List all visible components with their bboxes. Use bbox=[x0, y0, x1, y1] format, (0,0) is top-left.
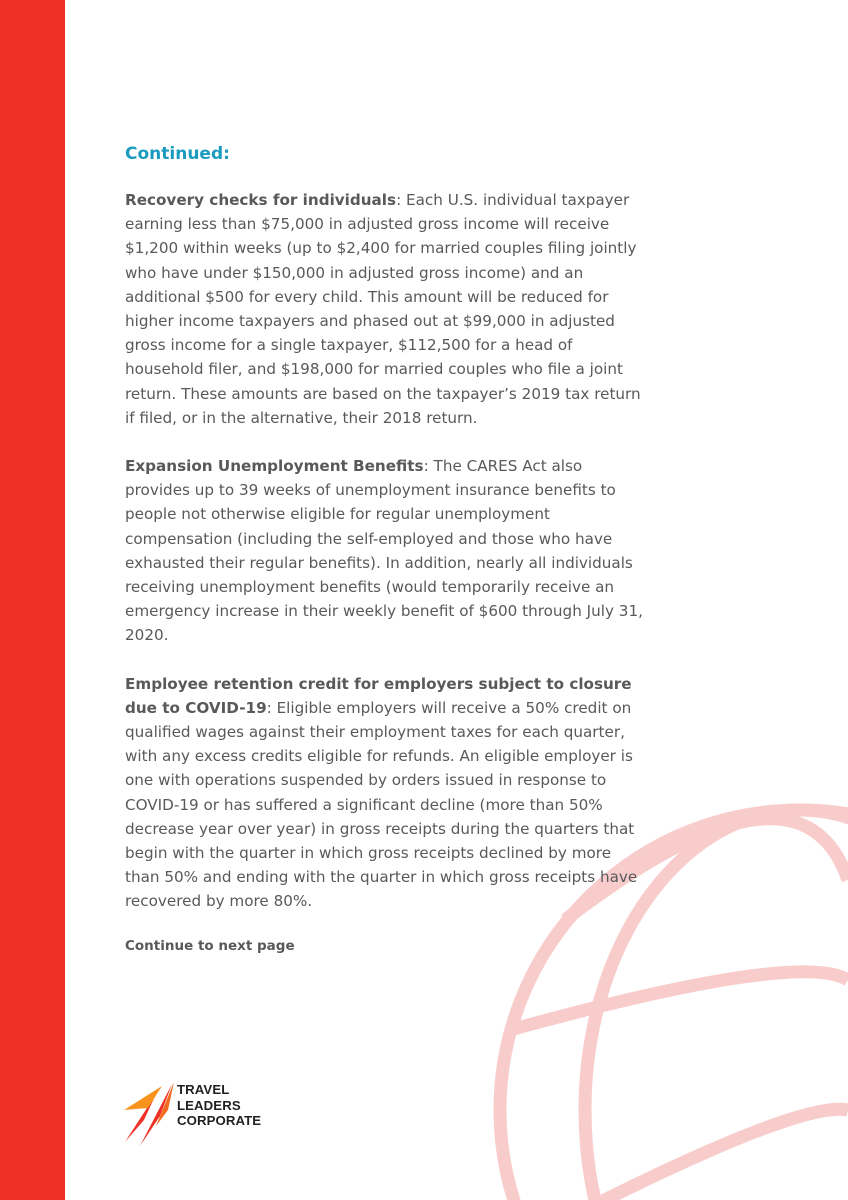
section-recovery-checks bbox=[125, 188, 645, 430]
section-body: : Each U.S. individual taxpayer earning less than $75,000 in adjusted gross income will receive $1,200 within weeks (up to $2,400 for married couples filing jointly who have under $150,000 in adjusted gross income) and an additional $500 for every child. This amount will be reduced for higher income taxpayers and phased out at $99,000 in adjusted gross income for a single taxpayer, $112,500 for a head of household filer, and $198,000 for married couples who file a joint return. These amounts are based on the taxpayer’s 2019 tax return if filed, or in the alternative, their 2018 return. bbox=[125, 191, 641, 427]
section-lead: Expansion Unemployment Benefits bbox=[125, 457, 424, 476]
logo-wordmark bbox=[177, 1082, 261, 1129]
main-content bbox=[125, 142, 645, 956]
section-employee-retention-credit bbox=[125, 672, 645, 914]
section-body: : Eligible employers will receive a 50% credit on qualified wages against their employment taxes for each quarter, with any excess credits eligible for refunds. An eligible employer is one with operations suspended by orders issued in response to COVID-19 or has suffered a significant decline (more than 50% decrease year over year) in gross receipts during the quarters that begin with the quarter in which gross receipts declined by more than 50% and ending with the quarter in which gross receipts have recovered by more 80%. bbox=[125, 698, 638, 911]
continue-next-page-note: Continue to next page bbox=[125, 937, 295, 954]
logo-line-1: TRAVEL bbox=[177, 1082, 230, 1097]
continued-heading: Continued: bbox=[125, 144, 230, 164]
section-lead: Employee retention credit for employers subject to closure due to COVID-19 bbox=[125, 674, 632, 717]
logo-line-3: CORPORATE bbox=[177, 1113, 262, 1128]
section-lead: Recovery checks for individuals bbox=[125, 191, 397, 209]
left-accent-bar bbox=[0, 0, 65, 1200]
section-body: : The CARES Act also provides up to 39 weeks of unemployment insurance benefits to people not otherwise eligible for regular unemployment compensation (including the self-employed and those who have exhausted their regular benefits). In addition, nearly all individuals receiving unemployment benefits (would temporarily receive an emergency increase in their weekly benefit of $600 through July 31, 2020. bbox=[125, 457, 643, 645]
section-unemployment-benefits bbox=[125, 454, 645, 648]
logo-line-2: LEADERS bbox=[177, 1097, 241, 1113]
